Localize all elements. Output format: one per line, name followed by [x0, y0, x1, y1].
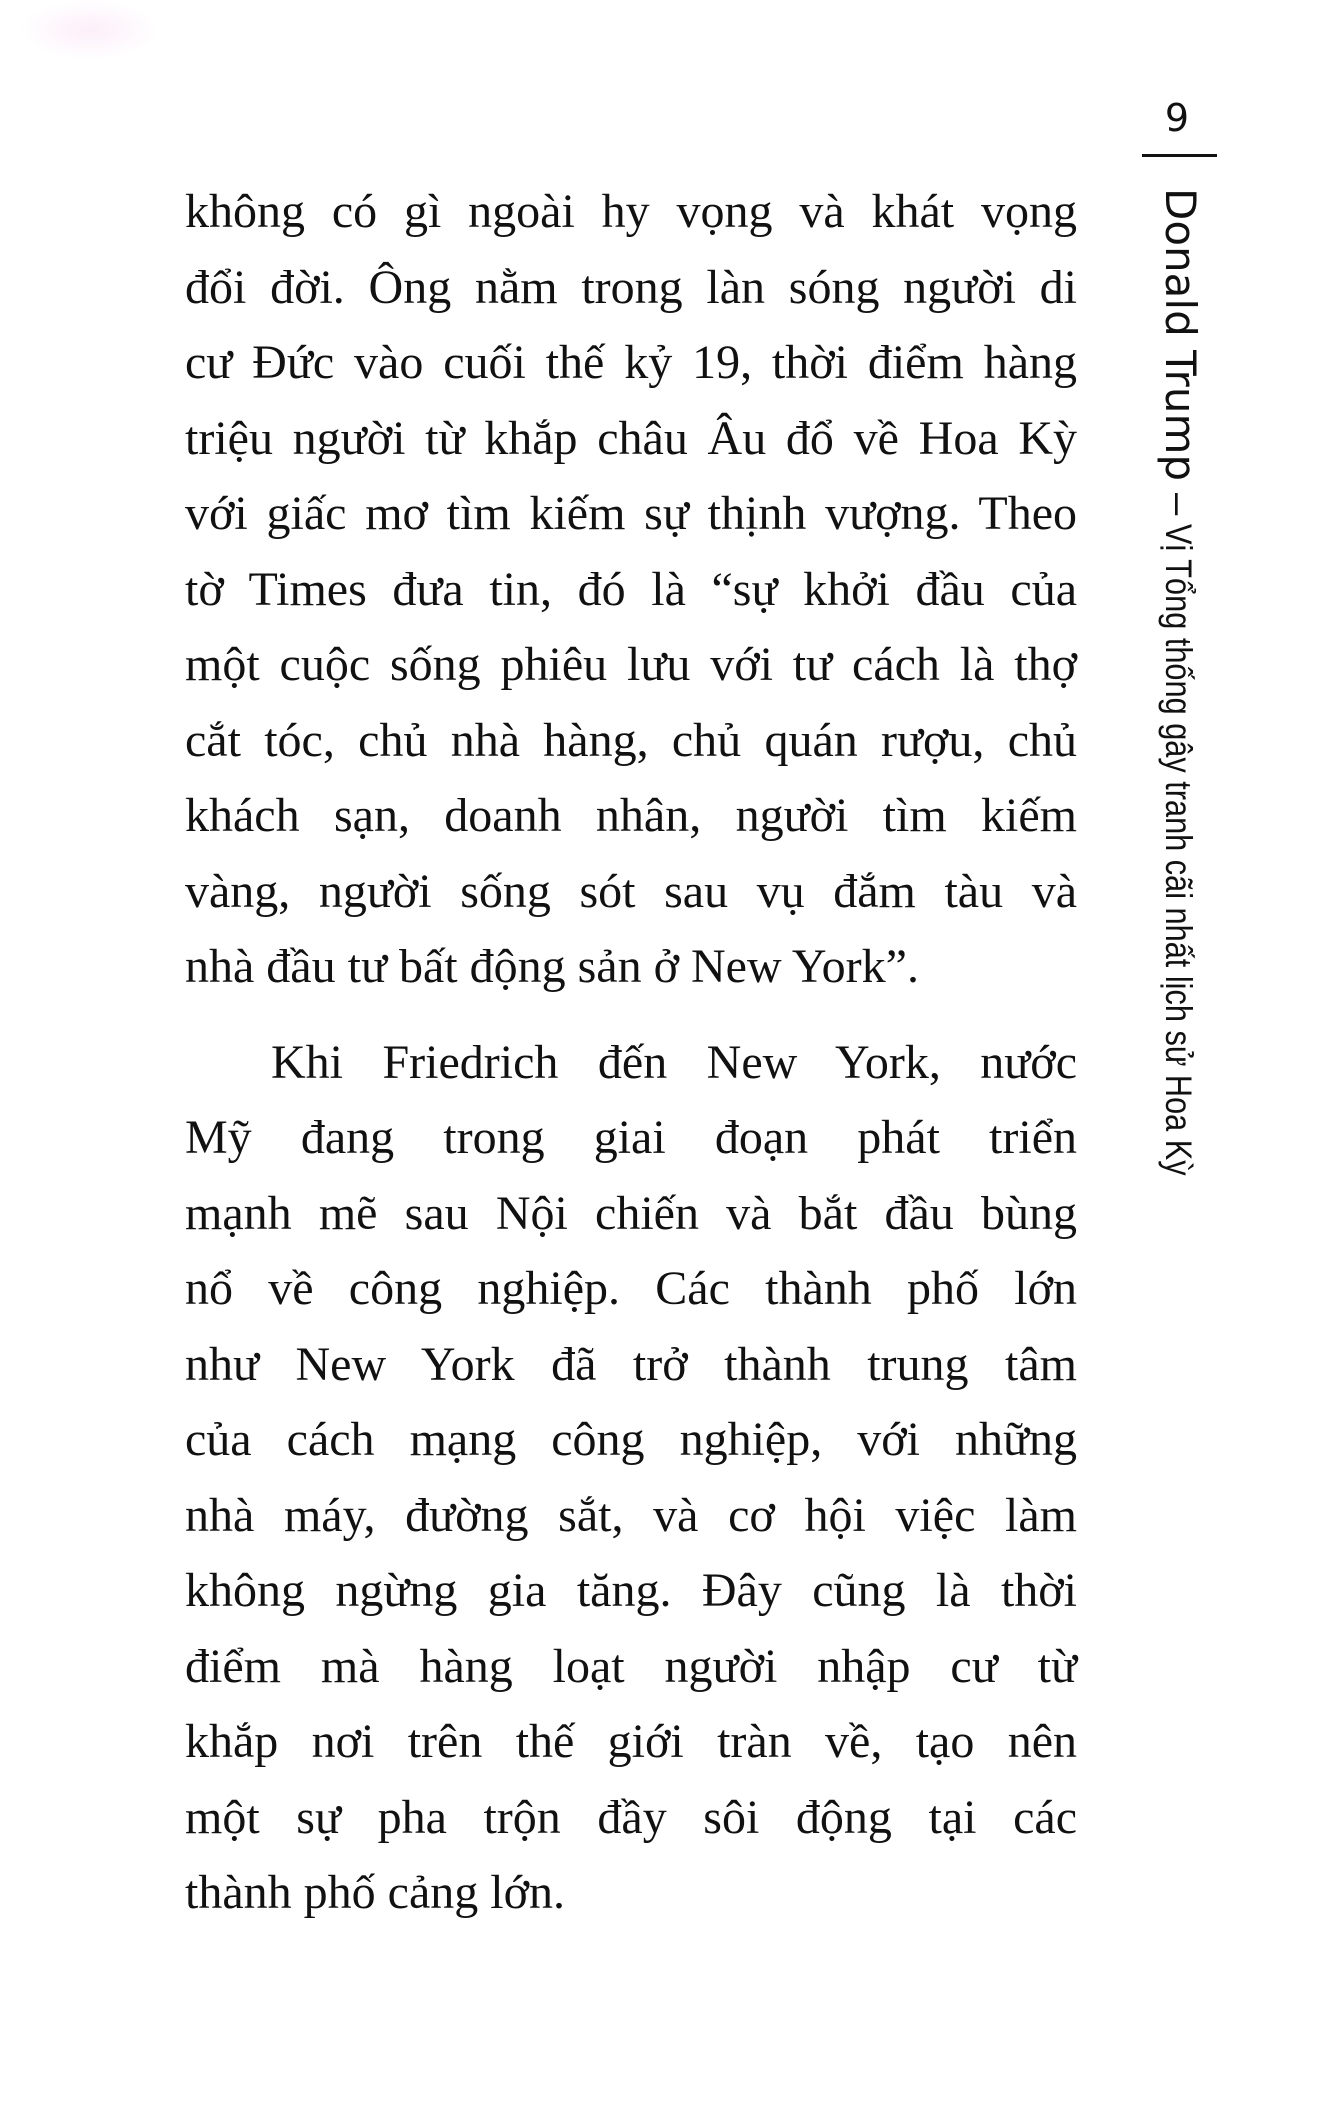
running-header-subtitle: Vị Tổng thống gây tranh cãi nhất lịch sử Hoa Kỳ — [1158, 524, 1199, 1176]
text-line: khắp nơi trên thế giới tràn về, tạo nên — [185, 1715, 1077, 1768]
text-line: điểm mà hàng loạt người nhập cư từ — [185, 1639, 1077, 1693]
text-line: nhà máy, đường sắt, và cơ hội việc làm — [185, 1488, 1077, 1542]
text-line: một cuộc sống phiêu lưu với tư cách là thợ — [185, 638, 1077, 691]
text-line: một sự pha trộn đầy sôi động tại các — [185, 1790, 1077, 1844]
text-line: cắt tóc, chủ nhà hàng, chủ quán rượu, chủ — [185, 713, 1077, 767]
text-line: nổ về công nghiệp. Các thành phố lớn — [185, 1262, 1077, 1315]
running-header-title: Donald Trump — [1156, 188, 1205, 482]
text-line: cư Đức vào cuối thế kỷ 19, thời điểm hàng — [185, 336, 1077, 389]
paragraph-1 — [185, 174, 1077, 1005]
page-number: 9 — [1164, 96, 1190, 140]
text-line: khách sạn, doanh nhân, người tìm kiếm — [185, 789, 1077, 842]
body-text — [185, 174, 1077, 1931]
text-line: không ngừng gia tăng. Đây cũng là thời — [185, 1564, 1077, 1617]
header-rule — [1142, 154, 1217, 157]
text-line: của cách mạng công nghiệp, với những — [185, 1413, 1077, 1466]
text-line: Mỹ đang trong giai đoạn phát triển — [185, 1111, 1077, 1164]
running-header — [1149, 188, 1205, 1309]
text-line: Khi Friedrich đến New York, nước — [271, 1035, 1077, 1089]
text-line: thành phố cảng lớn. — [185, 1866, 565, 1919]
text-line: triệu người từ khắp châu Âu đổ về Hoa Kỳ — [185, 411, 1077, 465]
text-line: với giấc mơ tìm kiếm sự thịnh vượng. Theo — [185, 487, 1077, 540]
paragraph-2 — [185, 1025, 1077, 1931]
text-line: đổi đời. Ông nằm trong làn sóng người di — [185, 260, 1077, 314]
text-line: không có gì ngoài hy vọng và khát vọng — [185, 185, 1077, 238]
text-line: mạnh mẽ sau Nội chiến và bắt đầu bùng — [185, 1186, 1077, 1240]
text-line: tờ Times đưa tin, đó là “sự khởi đầu của — [185, 562, 1077, 616]
text-line: nhà đầu tư bất động sản ở New York”. — [185, 940, 919, 993]
text-line: như New York đã trở thành trung tâm — [185, 1337, 1077, 1391]
text-line: vàng, người sống sót sau vụ đắm tàu và — [185, 864, 1077, 918]
running-header-separator: – — [1157, 493, 1201, 516]
paper-stain — [20, 0, 160, 60]
